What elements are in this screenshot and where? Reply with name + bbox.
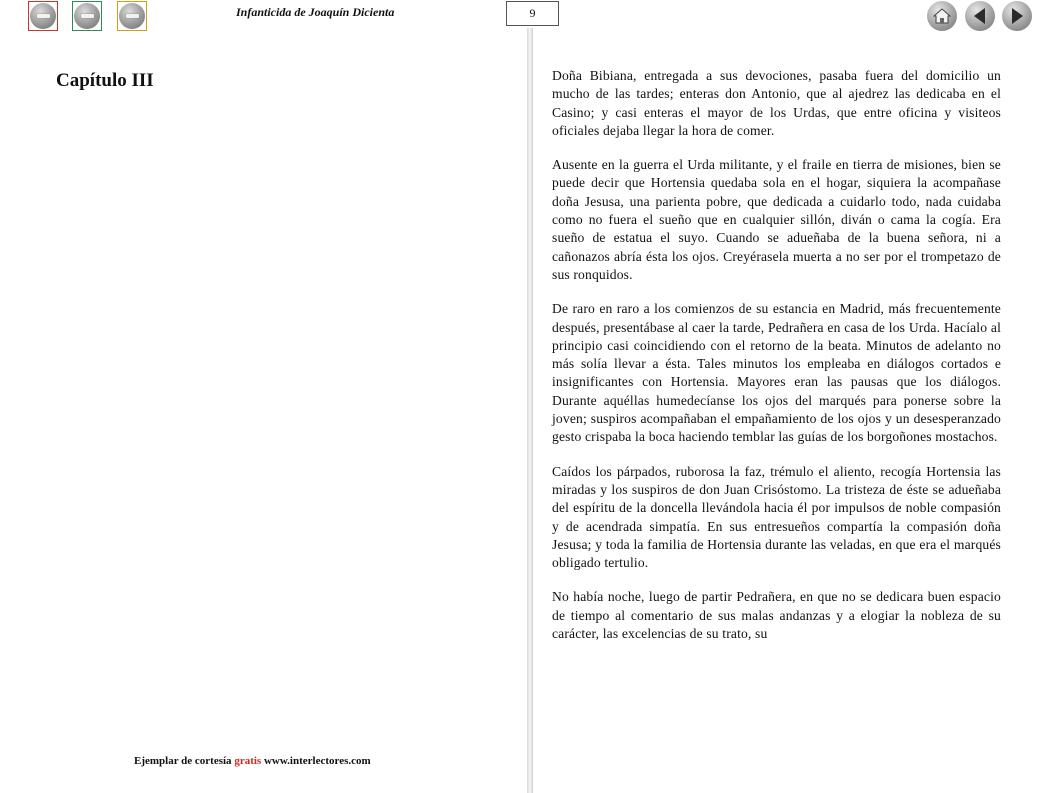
page-divider [527, 28, 533, 793]
arrow-right-icon [1009, 7, 1025, 25]
paragraph: No había noche, luego de partir Pedrañera, en que no se dedicara buen espacio de tiempo al comentario de sus malas andanzas y a elogiar la nobleza de su carácter, las excelencias de su trato, su [552, 589, 1001, 642]
page-text [552, 67, 1001, 659]
paragraph: Caídos los párpados, ruborosa la faz, trémulo el aliento, recogía Hortensia las miradas y los suspiros de don Juan Crisóstomo. La tristeza de éste se adueñaba del espíritu de la doncella llevándola hacia él por impulsos de noble compasión y de acendrada simpatía. En sus entresueños compartía la compasión doña Jesusa; y toda la familia de Hortensia durante las veladas, en que era el marqués obligado tertulio. [552, 463, 1001, 571]
minus-icon [119, 3, 145, 29]
gratis-label: gratis [234, 755, 262, 767]
arrow-left-icon [972, 7, 988, 25]
footer-site-link[interactable]: www.interlectores.com [261, 755, 371, 767]
red-frame-button[interactable] [28, 1, 58, 31]
page-number: 9 [506, 1, 559, 26]
next-page-button[interactable] [1002, 1, 1032, 31]
green-frame-button[interactable] [72, 1, 102, 31]
minus-icon [30, 3, 56, 29]
footer-note [134, 755, 371, 767]
yellow-frame-button[interactable] [117, 1, 147, 31]
paragraph: Ausente en la guerra el Urda militante, y el fraile en tierra de misiones, bien se puede decir que Hortensia quedaba sola en el hogar, siquiera la acompañase doña Jesusa, una parienta pobre, que dedicada a cuidarlo todo, nada cuidaba como no fuera el sueño que en cualquier sillón, diván o cama la cogía. Era sueño de estatua el suyo. Cuando se adueñaba de la buena señora, ni a cañonazos abría ésta los ojos. Creyérasela muerta a no ser por el trompetazo de sus ronquidos. [552, 157, 1001, 282]
paragraph: De raro en raro a los comienzos de su estancia en Madrid, más frecuentemente después, presentábase al caer la tarde, Pedrañera en casa de los Urda. Hacíalo al principio casi coincidiendo con el retorno de la beata. Minutos de adelanto no más solía llevar a ésta. Tales minutos los empleaba en diálogos cortados e insignificantes con Hortensia. Mayores eran las pausas que los diálogos. Durante aquéllas humedecíanse los ojos del marqués para ponerse sobre la joven; suspiros acompañaban el empañamiento de los ojos y un desesperanzado gesto crispaba la boca haciendo temblar las guías de los borgoñones mostachos. [552, 301, 1001, 445]
minus-icon [74, 3, 100, 29]
home-icon [933, 8, 951, 24]
paragraph: Doña Bibiana, entregada a sus devociones, pasaba fuera del domicilio un mucho de las tardes; enteras don Antonio, que al ajedrez las dedicaba en el Casino; y casi enteras el mayor de los Urdas, que entre oficina y visiteos oficiales dejaba llegar la hora de comer. [552, 68, 1001, 138]
book-title: Infanticida de Joaquín Dicienta [236, 5, 395, 19]
home-button[interactable] [927, 1, 957, 31]
previous-page-button[interactable] [965, 1, 995, 31]
footer-prefix: Ejemplar de cortesía [134, 755, 235, 767]
chapter-title: Capítulo III [56, 70, 154, 91]
